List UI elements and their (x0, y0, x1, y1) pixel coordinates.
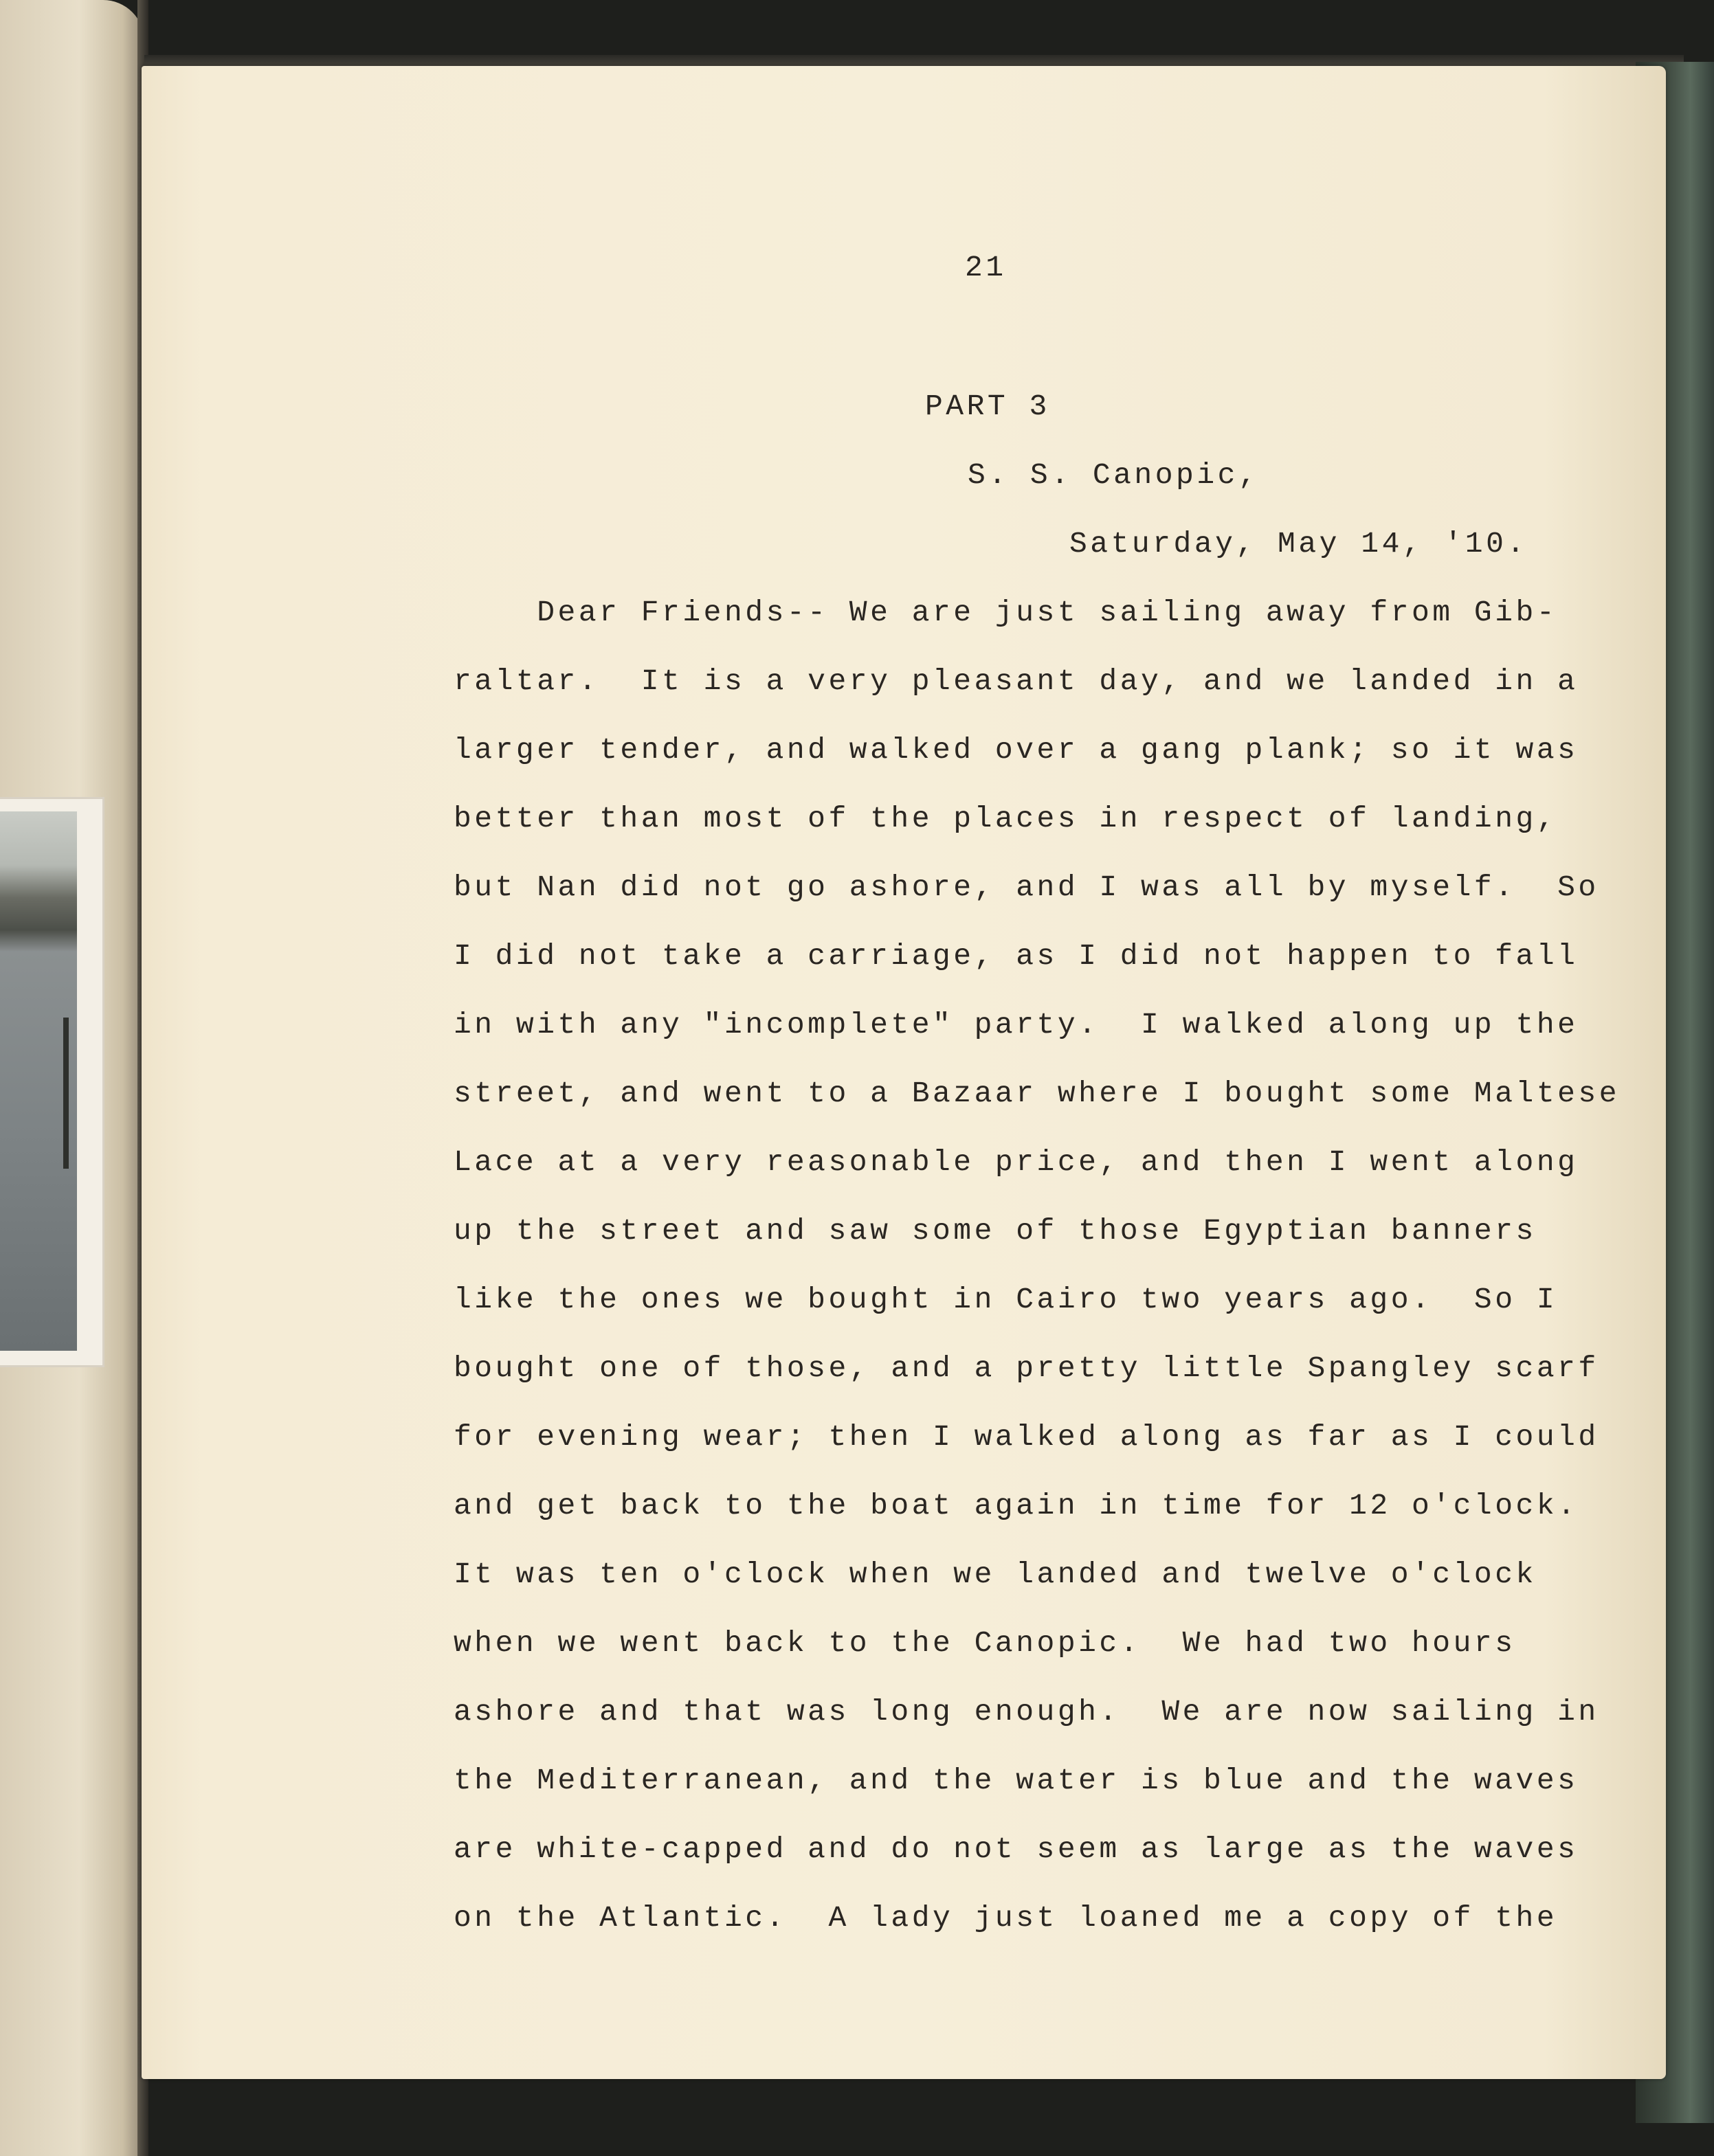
body-line: Lace at a very reasonable price, and then I went along (454, 1145, 1579, 1179)
body-line: street, and went to a Bazaar where I bought some Maltese (454, 1077, 1621, 1110)
body-line: bought one of those, and a pretty little Spangley scarf (454, 1351, 1599, 1385)
body-line: the Mediterranean, and the water is blue and the waves (454, 1764, 1579, 1797)
body-line: like the ones we bought in Cairo two years ago. So I (454, 1283, 1558, 1316)
body-line: It was ten o'clock when we landed and twelve o'clock (454, 1558, 1537, 1591)
body-line: on the Atlantic. A lady just loaned me a copy of the (454, 1901, 1558, 1935)
body-line: and get back to the boat again in time for 12 o'clock. (454, 1489, 1579, 1523)
body-line: raltar. It is a very pleasant day, and we landed in a (454, 664, 1579, 698)
typed-page (142, 66, 1666, 2079)
page-number: 21 (965, 251, 1007, 284)
mounted-photograph (0, 797, 104, 1367)
body-line: I did not take a carriage, as I did not happen to fall (454, 939, 1579, 973)
body-line: Dear Friends-- We are just sailing away from Gib- (454, 596, 1558, 629)
photograph-image (0, 811, 77, 1351)
body-line: better than most of the places in respect of landing, (454, 802, 1558, 835)
body-line: for evening wear; then I walked along as far as I could (454, 1420, 1599, 1454)
body-line: in with any "incomplete" party. I walked along up the (454, 1008, 1579, 1042)
ship-name: S. S. Canopic, (968, 458, 1260, 492)
body-line: up the street and saw some of those Egyptian banners (454, 1214, 1537, 1248)
letter-date: Saturday, May 14, '10. (1069, 527, 1528, 561)
part-heading: PART 3 (925, 390, 1050, 423)
body-line: are white-capped and do not seem as large as the waves (454, 1832, 1579, 1866)
left-facing-page (0, 0, 144, 2156)
body-line: ashore and that was long enough. We are now sailing in (454, 1695, 1599, 1729)
body-line: when we went back to the Canopic. We had two hours (454, 1626, 1516, 1660)
body-line: but Nan did not go ashore, and I was all by myself. So (454, 871, 1599, 904)
body-line: larger tender, and walked over a gang plank; so it was (454, 733, 1579, 767)
photograph-ship-rigging (63, 1018, 69, 1169)
